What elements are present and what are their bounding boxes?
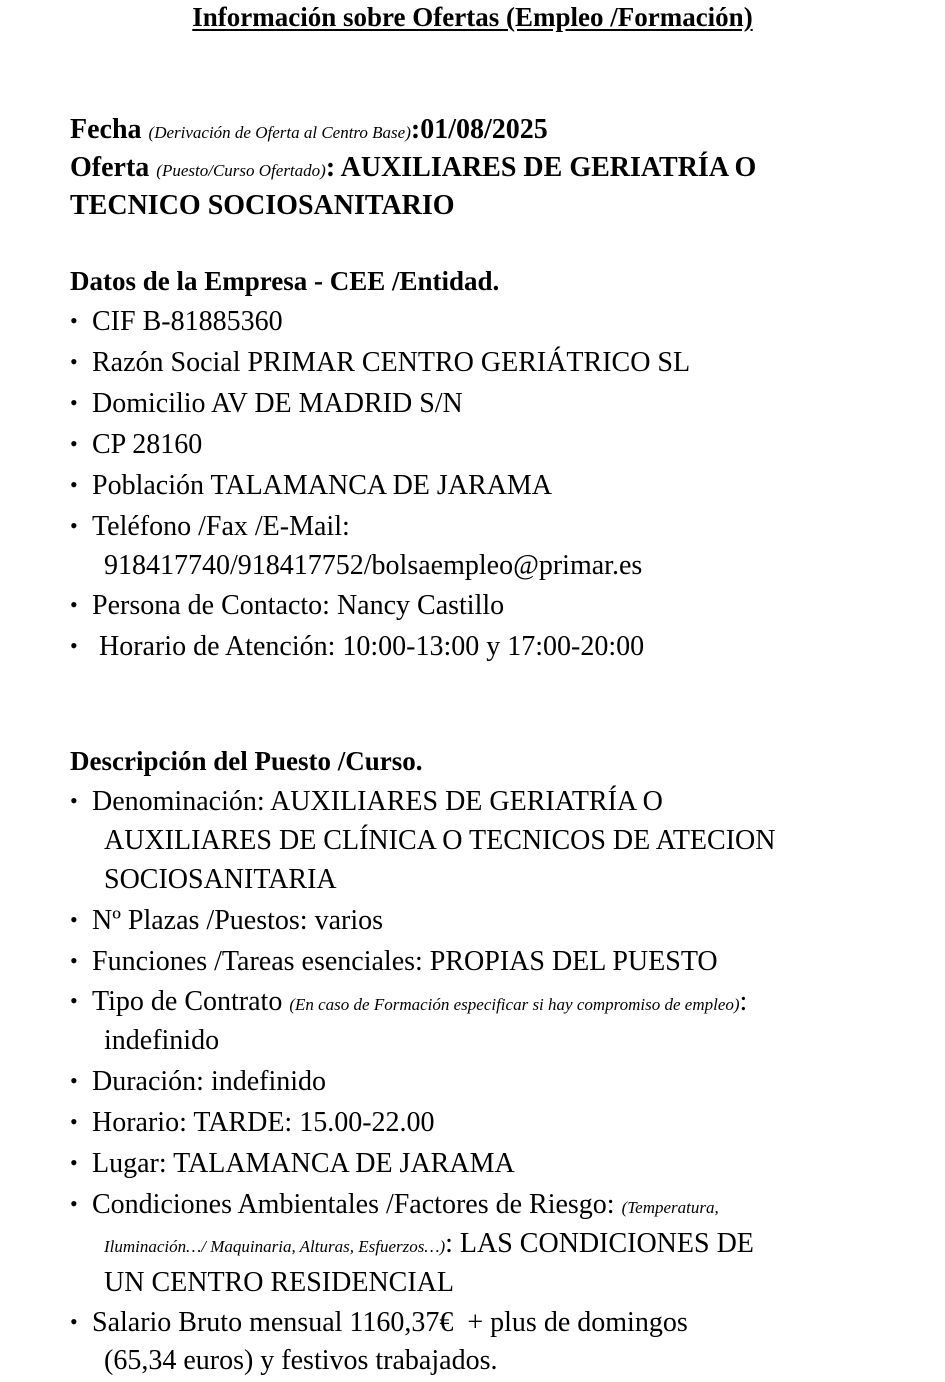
list-item-salario — [70, 1307, 688, 1339]
bullet-icon: • — [70, 349, 78, 374]
fecha-note: (Derivación de Oferta al Centro Base) — [148, 123, 411, 142]
bullet-icon: • — [70, 788, 78, 813]
salario-line2: (65,34 euros) y festivos trabajados. — [104, 1345, 498, 1376]
list-item-condiciones — [70, 1189, 719, 1221]
contrato-note: (En caso de Formación especificar si hay compromiso de empleo) — [289, 995, 740, 1014]
denominacion-line2: AUXILIARES DE CLÍNICA O TECNICOS DE ATECION — [104, 825, 776, 856]
poblacion-text: Población TALAMANCA DE JARAMA — [92, 470, 553, 501]
contacto-text: Persona de Contacto: Nancy Castillo — [92, 590, 505, 621]
oferta-note: (Puesto/Curso Ofertado) — [156, 161, 326, 180]
oferta-value-line2: TECNICO SOCIOSANITARIO — [70, 190, 455, 221]
puesto-heading: Descripción del Puesto /Curso. — [70, 746, 423, 776]
condiciones-note-2: Iluminación…/ Maquinaria, Alturas, Esfuerzos…) — [104, 1237, 446, 1256]
funciones-text: Funciones /Tareas esenciales: PROPIAS DEL PUESTO — [92, 946, 718, 977]
oferta-line — [70, 152, 756, 184]
denominacion-text: Denominación: AUXILIARES DE GERIATRÍA O — [92, 786, 663, 817]
condiciones-line3: UN CENTRO RESIDENCIAL — [104, 1267, 454, 1298]
razon-text: Razón Social PRIMAR CENTRO GERIÁTRICO SL — [92, 347, 691, 378]
bullet-icon: • — [70, 1068, 78, 1093]
list-item-telefono — [70, 511, 350, 543]
denominacion-line3: SOCIOSANITARIA — [104, 864, 337, 895]
cp-text: CP 28160 — [92, 429, 203, 460]
contrato-label: Tipo de Contrato — [92, 986, 290, 1017]
plazas-text: Nº Plazas /Puestos: varios — [92, 905, 383, 936]
salario-text: Salario Bruto mensual 1160,37€ + plus de domingos — [92, 1307, 688, 1338]
duracion-text: Duración: indefinido — [92, 1066, 327, 1097]
list-item-cif — [70, 306, 283, 338]
list-item-denominacion — [70, 786, 663, 818]
bullet-icon: • — [70, 390, 78, 415]
list-item-contrato — [70, 986, 747, 1018]
oferta-value: : AUXILIARES DE GERIATRÍA O — [325, 152, 757, 183]
list-item-plazas — [70, 905, 383, 937]
list-item-domicilio — [70, 388, 463, 420]
bullet-icon: • — [70, 472, 78, 497]
empresa-heading: Datos de la Empresa - CEE /Entidad. — [70, 266, 500, 296]
fecha-label: Fecha — [70, 114, 142, 145]
condiciones-value-1: : LAS CONDICIONES DE — [445, 1228, 754, 1259]
list-item-horario — [70, 1107, 435, 1139]
bullet-icon: • — [70, 907, 78, 932]
bullet-icon: • — [70, 431, 78, 456]
bullet-icon: • — [70, 592, 78, 617]
contrato-value: indefinido — [104, 1025, 220, 1056]
condiciones-note-1: (Temperatura, — [621, 1198, 719, 1217]
domicilio-text: Domicilio AV DE MADRID S/N — [92, 388, 463, 419]
fecha-line — [70, 114, 548, 146]
fecha-value: :01/08/2025 — [410, 114, 548, 145]
condiciones-line2 — [104, 1228, 754, 1260]
bullet-icon: • — [70, 633, 78, 658]
telefono-label: Teléfono /Fax /E-Mail: — [92, 511, 350, 542]
cif-text: CIF B-81885360 — [92, 306, 283, 337]
bullet-icon: • — [70, 1191, 78, 1216]
horario-atencion-text: Horario de Atención: 10:00-13:00 y 17:00-20:00 — [92, 631, 645, 662]
list-item-cp — [70, 429, 202, 461]
list-item-razon-social — [70, 347, 690, 379]
list-item-contacto — [70, 590, 504, 622]
bullet-icon: • — [70, 513, 78, 538]
bullet-icon: • — [70, 308, 78, 333]
bullet-icon: • — [70, 988, 78, 1013]
list-item-horario-atencion — [70, 631, 644, 663]
bullet-icon: • — [70, 948, 78, 973]
telefono-value[interactable]: 918417740/918417752/bolsaempleo@primar.es — [104, 550, 643, 581]
list-item-duracion — [70, 1066, 326, 1098]
condiciones-label: Condiciones Ambientales /Factores de Riesgo: — [92, 1189, 622, 1220]
list-item-funciones — [70, 946, 718, 978]
bullet-icon: • — [70, 1150, 78, 1175]
bullet-icon: • — [70, 1109, 78, 1134]
list-item-lugar — [70, 1148, 515, 1180]
bullet-icon: • — [70, 1309, 78, 1334]
lugar-text: Lugar: TALAMANCA DE JARAMA — [92, 1148, 515, 1179]
document-title: Información sobre Ofertas (Empleo /Formación) — [192, 2, 753, 32]
list-item-poblacion — [70, 470, 552, 502]
oferta-label: Oferta — [70, 152, 150, 183]
horario-text: Horario: TARDE: 15.00-22.00 — [92, 1107, 435, 1138]
contrato-colon: : — [739, 986, 748, 1017]
